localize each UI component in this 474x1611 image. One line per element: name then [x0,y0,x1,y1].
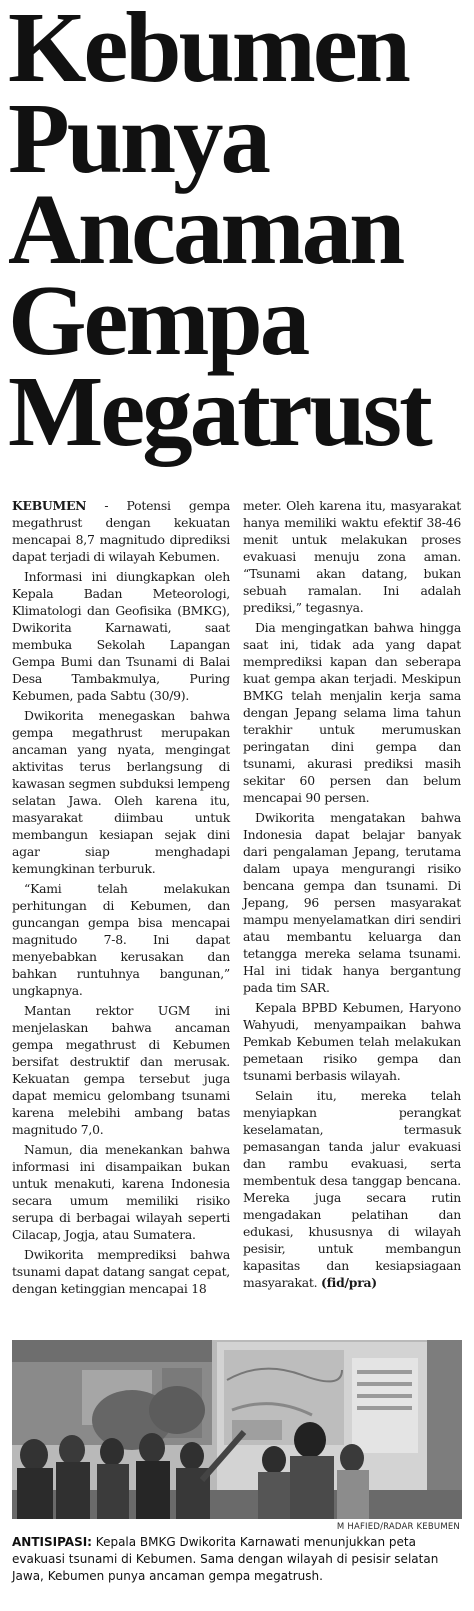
headline-line-2: Punya [8,82,269,194]
headline-line-4: Gempa [8,264,308,376]
closing-text: Selain itu, mereka telah menyiapkan perangkat keselamatan, termasuk pemasangan tanda jalur evakuasi dan rambu evakuasi, serta membentuk desa tanggap bencana. Mereka juga secara rutin mengadakan pelatihan dan edukasi, khususnya di wilayah pesisir, untuk membangun kapasitas dan kesiapsiagaan masyarakat. [243,1088,461,1290]
body-paragraph: Kepala BPBD Kebumen, Haryono Wahyudi, menyampaikan bahwa Pemkab Kebumen telah melakukan pemetaan risiko gempa dan tsunami berbasis wilayah. [243,1000,461,1083]
headline [8,0,468,467]
headline-line-3: Ancaman [8,173,403,285]
body-paragraph: Dia mengingatkan bahwa hingga saat ini, tidak ada yang dapat memprediksi kapan dan seberapa kuat gempa akan terjadi. Meskipun BMKG telah menjalin kerja sama dengan Jepang selama lima tahun terakhir untuk merumuskan peringatan dini gempa dan tsunami, akurasi prediksi masih sekitar 60 persen dan belum mencapai 90 persen. [243,620,461,805]
news-photo [12,1340,462,1519]
article-column-right [243,497,461,1294]
body-paragraph: Namun, dia menekankan bahwa informasi ini disampaikan bukan untuk menakuti, karena Indonesia secara umum memiliki risiko serupa di berbagai wilayah seperti Cilacap, Jogja, atau Sumatera. [12,1142,230,1242]
lead-paragraph [12,497,230,565]
photo-illustration [12,1340,462,1519]
photo-credit: M HAFIED/RADAR KEBUMEN [336,1522,460,1532]
body-paragraph: Dwikorita memprediksi bahwa tsunami dapat datang sangat cepat, dengan ketinggian mencapai 18 [12,1247,230,1296]
author-signoff: (fid/pra) [320,1275,377,1290]
body-paragraph: “Kami telah melakukan perhitungan di Kebumen, dan guncangan gempa bisa mencapai magnitudo 7-8. Ini dapat menyebabkan kerusakan dan bahkan runtuhnya bangunan,” ungkapnya. [12,881,230,998]
lead-text: - Potensi gempa megathrust dengan kekuatan mencapai 8,7 magnitudo diprediksi dapat terjadi di wilayah Kebumen. [12,498,230,564]
photo-caption [12,1534,467,1585]
caption-label: ANTISIPASI: [12,1535,92,1549]
body-paragraph: Dwikorita menegaskan bahwa gempa megathrust merupakan ancaman yang nyata, mengingat aktivitas terus berlangsung di kawasan segmen subduksi lempeng selatan Jawa. Oleh karena itu, masyarakat diimbau untuk membangun kesiapan sejak dini agar siap menghadapi kemungkinan terburuk. [12,708,230,876]
headline-line-1: Kebumen [8,0,408,103]
body-paragraph: Informasi ini diungkapkan oleh Kepala Badan Meteorologi, Klimatologi dan Geofisika (BMKG), Dwikorita Karnawati, saat membuka Sekolah Lapangan Gempa Bumi dan Tsunami di Balai Desa Tambakmulya, Puring Kebumen, pada Sabtu (30/9). [12,569,230,703]
body-paragraph-continued: meter. Oleh karena itu, masyarakat hanya memiliki waktu efektif 38-46 menit untuk melakukan proses evakuasi menuju zona aman. “Tsunami akan datang, bukan sebuah ramalan. Ini adalah prediksi,” tegasnya. [243,498,461,615]
headline-line-5: Megatrust [8,355,430,467]
closing-paragraph [243,1087,461,1291]
dateline: KEBUMEN [12,498,87,513]
article-column-left [12,497,230,1300]
body-paragraph: Dwikorita mengatakan bahwa Indonesia dapat belajar banyak dari pengalaman Jepang, terutama dalam upaya mengurangi risiko bencana gempa dan tsunami. Di Jepang, 96 persen masyarakat mampu menyelamatkan diri sendiri atau membantu keluarga dan tetangga mereka selama tsunami. Hal ini tidak hanya bergantung pada tim SAR. [243,810,461,995]
body-paragraph: Mantan rektor UGM ini menjelaskan bahwa ancaman gempa megathrust di Kebumen bersifat destruktif dan merusak. Kekuatan gempa tersebut juga dapat memicu gelombang tsunami karena melebihi ambang batas magnitudo 7,0. [12,1003,230,1137]
caption-text: Kepala BMKG Dwikorita Karnawati menunjukkan peta evakuasi tsunami di Kebumen. Sama dengan wilayah di pesisir selatan Jawa, Kebumen punya ancaman gempa megatrush. [12,1535,439,1583]
